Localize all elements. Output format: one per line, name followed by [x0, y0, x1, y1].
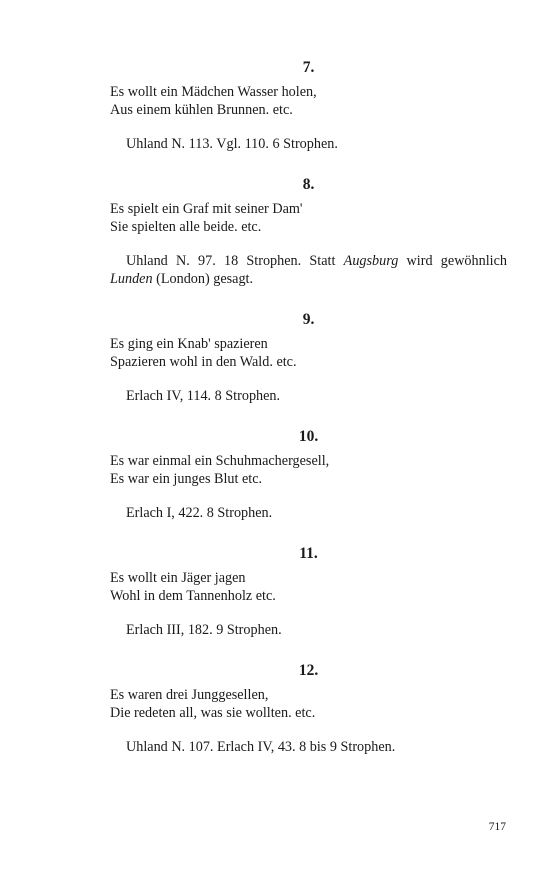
- verse-line: Aus einem kühlen Brunnen. etc.: [110, 102, 293, 118]
- verse-line: Es waren drei Junggesellen,: [110, 687, 269, 703]
- verse-incipit: [110, 335, 507, 371]
- verse-incipit: [110, 452, 507, 488]
- verse-line: Es spielt ein Graf mit seiner Dam': [110, 201, 303, 217]
- entry-number: 10.: [298, 428, 319, 445]
- note-text: (London) gesagt.: [152, 271, 254, 287]
- entry-number: 8.: [302, 176, 315, 193]
- verse-line: Sie spielten alle beide. etc.: [110, 219, 262, 235]
- source-note: [110, 252, 507, 288]
- verse-incipit: [110, 200, 507, 236]
- note-italic-place: Lunden: [110, 271, 153, 287]
- song-entry-8: [110, 175, 507, 288]
- song-entry-10: [110, 427, 507, 522]
- verse-line: Spazieren wohl in den Wald. etc.: [110, 354, 297, 370]
- verse-line: Es war ein junges Blut etc.: [110, 471, 263, 487]
- note-italic-place: Augsburg: [343, 253, 399, 269]
- verse-line: Es wollt ein Mädchen Wasser holen,: [110, 84, 317, 100]
- verse-line: Es war einmal ein Schuhmachergesell,: [110, 453, 330, 469]
- verse-incipit: [110, 686, 507, 722]
- source-note: Erlach I, 422. 8 Strophen.: [126, 505, 273, 521]
- song-entry-12: [110, 661, 507, 756]
- source-note: Erlach IV, 114. 8 Strophen.: [126, 388, 281, 404]
- verse-line: Die redeten all, was sie wollten. etc.: [110, 705, 316, 721]
- entry-number: 9.: [302, 311, 315, 328]
- song-entry-9: [110, 310, 507, 405]
- song-entry-11: [110, 544, 507, 639]
- note-text: Uhland N. 97. 18 Strophen. Statt: [126, 253, 344, 269]
- source-note: Erlach III, 182. 9 Strophen.: [126, 622, 282, 638]
- source-note: Uhland N. 107. Erlach IV, 43. 8 bis 9 Strophen.: [126, 739, 396, 755]
- entry-number: 7.: [302, 59, 315, 76]
- entry-number: 11.: [299, 545, 318, 562]
- verse-line: Es wollt ein Jäger jagen: [110, 570, 246, 586]
- entry-number: 12.: [298, 662, 319, 679]
- note-text: wird gewöhnlich: [398, 253, 507, 269]
- verse-line: Es ging ein Knab' spazieren: [110, 336, 268, 352]
- verse-incipit: [110, 83, 507, 119]
- verse-line: Wohl in dem Tannenholz etc.: [110, 588, 276, 604]
- page-number: 717: [488, 821, 506, 833]
- song-entry-7: [110, 58, 507, 153]
- verse-incipit: [110, 569, 507, 605]
- source-note: Uhland N. 113. Vgl. 110. 6 Strophen.: [126, 136, 338, 152]
